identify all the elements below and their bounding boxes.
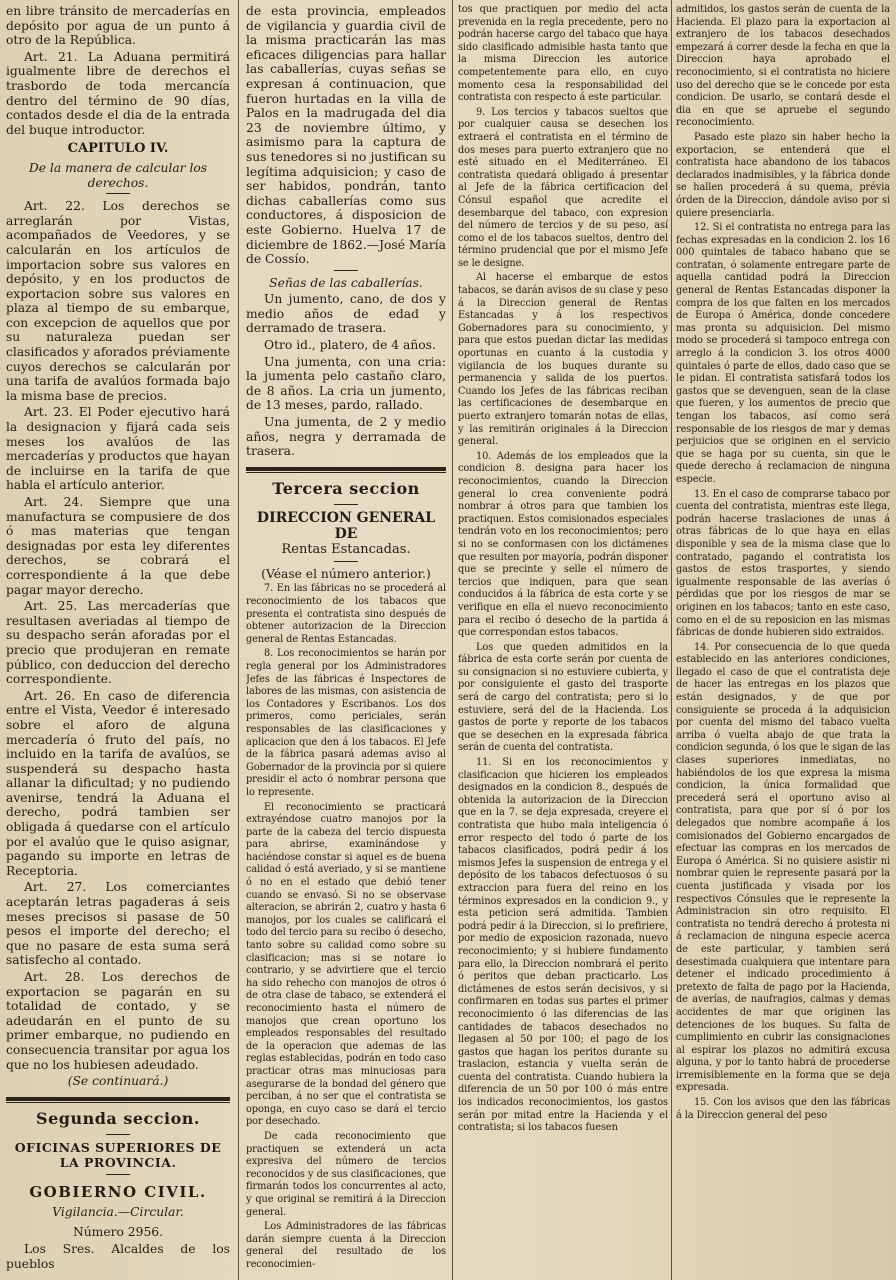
section-rule	[6, 1097, 230, 1101]
article-22: Art. 22. Los derechos se arreglarán por Vistas, acompañados de Veedores, y se calcularán en los artículos de importacion sobre sus valores en depósito, y en los productos de exportacion sobre sus valores en plaza al tiempo de su embarque, con excepcion de aquellos que por su naturaleza puedan ser clasificados y aforados préviamente cuyos derechos se calcularán por una tarifa de avalúos formada bajo la misma base de precios.	[6, 199, 230, 403]
section-rule	[246, 467, 446, 471]
paragraph: Los Administradores de las fábricas darán siempre cuenta á la Direccion general del resultado de los reconocimien-	[246, 1221, 446, 1270]
continued-note: (Se continuará.)	[67, 1074, 169, 1089]
see-previous-note: (Véase el número anterior.)	[261, 566, 431, 581]
paragraph: Los que queden admitidos en la fábrica de esta corte serán por cuenta de su consignacion si no estuviere cubierta, y por consiguiente el gasto del trasporte será de cargo del contratista; pero si lo estuviere, será del de la Hacienda. Los gastos de porte y reporte de los tabacos que se desechen en la expresada fábrica serán de cuenta del contratista.	[458, 641, 668, 754]
direction-heading: DIRECCION GENERAL DE	[256, 509, 436, 542]
sign-item: Un jumento, cano, de dos y medio años de edad y derramado de trasera.	[246, 292, 446, 336]
condition-11: 11. Si en los reconocimientos y clasificacion que hicieren los empleados designados en la condicion 8., después de obtenida la autorizacion de la Direccion que en la 7. se deja expresada, creyere el contratista que hubo mala inteligencia ó error respecto del todo ó parte de los tabacos clasificados, podrá pedir á los mismos Jefes la suspension de entrega y el depósito de los tabacos defectuosos ó su extraccion para fuera del reino en los términos expresados en la condicion 9., y esta peticion será admitida. Tambien podrá pedir á la Direccion, si lo prefiriere, por medio de exposicion razonada, nuevo reconocimiento; y si hubiere fundamento para ello, la Direccion nombrará el perito ó peritos que deban practicarlo. Los dictámenes de estos serán decisivos, y si confirmaren en todas sus partes el primer reconocimiento ó las diferencias de las cantidades de tabacos desechados no llegasen al 50 por 100; el pago de los gastos que hagan los peritos durante su traslacion, estancia y vuelta serán de cuenta del contratista. Cuando hubiera la diferencia de un 50 por 100 ó más entre los indicados reconocimientos, los gastos serán por mitad entre la Hacienda y el contratista; si los tabacos fuesen	[458, 757, 668, 1134]
condition-10: 10. Además de los empleados que la condicion 8. designa para hacer los reconocimientos, cuando la Direccion general lo crea conveniente podrá nombrar á otros para que tambien los practiquen. Estos comisionados especiales tendrán voto en los reconocimientos; pero si no se conformasen con los dictámenes que resulten por mayoría, podrán disponer que se precinte y selle el número de tercios que indiquen, para que sean conducidos á la fábrica de esta corte y se verifique en ella el nuevo reconocimiento para el recibo ó desecho de la partida á que correspondan estos tabacos.	[458, 450, 668, 639]
divider	[106, 1174, 130, 1175]
signs-heading: Señas de las caballerías.	[269, 275, 423, 290]
article-26: Art. 26. En caso de diferencia entre el Vista, Veedor é interesado sobre el aforo de alguna mercadería ó fruto del país, no incluido en la tarifa de avalúos, se suspenderá su despacho hasta allanar la dificultad; y no pudiendo avenirse, tendrá la Aduana el derecho, podrá tambien ser obligada á quedarse con el artículo por el avalúo que le quiso asignar, pagando su importe en letras de Receptoria.	[6, 688, 230, 878]
column-3	[458, 4, 668, 1137]
section-rule	[6, 1102, 230, 1103]
condition-9: 9. Los tercios y tabacos sueltos que por cualquier causa se desechen los extraerá el contratista en el término de dos meses para puerto extranjero que no esté situado en el Mediterráneo. El contratista quedará obligado á presentar al Jefe de la fábrica certificacion del Cónsul español que acredite el desembarque del tabaco, con expresion del número de tercios y de su peso, así como el de los tabacos sueltos, dentro del término prudencial que por el mismo Jefe se le designe.	[458, 106, 668, 269]
condition-14: 14. Por consecuencia de lo que queda establecido en las anteriores condiciones, llegado el caso de que el contratista deje de hacer las entregas en los plazos que están designados, y de que por consiguiente se proceda á la adquisicion por cuenta del mismo del tabaco vuelta arriba ó vuelta abajo de que trata la condicion segunda, ó los que le sigan de las clases superiores inmediatas, no habiéndolos de los que expresa la misma condicion, la única formalidad que precederá será el oportuno aviso al contratista, para que por sí ó por los delegados que nombre acompañe á los comisionados del Gobierno encargados de efectuar las compras en los mercados de Europa ó América. Si no quisiere asistir ni nombrar quien le represente pasará por la cuenta justificada y visada por los respectivos Cónsules que le represente la Administracion sin otro requisito. El contratista no tendrá derecho á protesta ni á reclamacion de ninguna especie acerca de este particular, y tambien será desestimada cualquiera que intentare para detener el indicado procedimiento á pretexto de falta de pago por la Hacienda, de averías, de naufragios, calmas y demas accidentes de mar que originen las detenciones de los buques. Su falta de cumplimiento en cubrir las consignaciones al espirar los plazos no admitirá excusa alguna, y por lo tanto habrá de procederse irremisiblemente en la forma que se deja expresada.	[676, 641, 890, 1094]
direction-subheading: Rentas Estancadas.	[281, 541, 411, 557]
office-heading: OFICINAS SUPERIORES DE LA PROVINCIA.	[14, 1139, 222, 1170]
chapter-heading: CAPITULO IV.	[67, 141, 169, 157]
circular-title: Vigilancia.—Circular.	[52, 1204, 184, 1219]
column-rule	[452, 0, 453, 1280]
divider	[334, 561, 358, 562]
divider	[334, 270, 358, 271]
paragraph: Los Sres. Alcaldes de los pueblos	[6, 1241, 230, 1271]
column-rule	[671, 0, 672, 1280]
circular-number: Número 2956.	[72, 1225, 163, 1240]
column-rule	[238, 0, 239, 1280]
condition-15: 15. Con los avisos que den las fábricas á la Direccion general del peso	[676, 1097, 890, 1121]
condition-12: 12. Si el contratista no entrega para las fechas expresadas en la condicion 2. los 16 000 quintales de tabaco habano que se contratan, ó solamente entregare parte de aquella cantidad podrá la Direccion general de Rentas Estancadas disponer la compra de los que falten en los mercados de Europa ó América, donde concedere mas pronta su adquisicion. Del mismo modo se procederá si tampoco entrega con arreglo á la condicion 3. los otros 4000 quintales ó parte de ellos, dado caso que se le pidan. El contratista satisfará todos los gastos que se devenguen, sean de la clase que fueren, y los aumentos de precio que tengan los tabacos, así como será responsable de los riesgos de mar y demas perjuicios que se originen en el servicio que se haga por su cuenta, sin que le quede derecho á reclamacion de ninguna especie.	[676, 222, 890, 485]
paragraph: El reconocimiento se practicará extrayéndose cuatro manojos por la parte de la cabeza del tercio dispuesta para abrirse, examinándose y haciéndose constar si aquel es de buena calidad ó está averiado, y si se mantiene ó no en el estado que debió tener cuando se envasó. Si no se observase alteracion, se abrirán 2, cuatro y hasta 6 manojos, por los cuales se calificará el todo del tercio para su recibo ó desecho, tanto sobre su calidad como sobre su clasificacion; mas si se notare lo contrario, y se advirtiere que el tercio ha sido rehecho con manojos de otros ó de otra clase de tabaco, se extenderá el reconocimiento hasta el número de manojos que crean oportuno los empleados responsables del resultado de la operacion que ademas de las reglas establecidas, podrán en todo caso practicar otras mas minuciosas para asegurarse de la bondad del género que perciban, á no ser que el contratista se oponga, en cuyo caso se dará el tercio por desechado.	[246, 801, 446, 1128]
article-27: Art. 27. Los comerciantes aceptarán letras pagaderas á seis meses precisos si pasase de 50 pesos el importe del derecho; el que no pasare de esta suma será satisfecho al contado.	[6, 880, 230, 968]
sign-item: Otro id., platero, de 4 años.	[264, 338, 436, 353]
article-23: Art. 23. El Poder ejecutivo hará la designacion y fijará cada seis meses los avalúos de las mercaderías y productos que hayan de incluirse en la tarifa de que habla el artículo anterior.	[6, 405, 230, 493]
column-2	[246, 4, 446, 1273]
column-4	[676, 4, 890, 1124]
divider	[106, 1134, 130, 1135]
paragraph: admitidos, los gastos serán de cuenta de la Hacienda. El plazo para la exportacion al extranjero de los tabacos desechados empezará á correr desde la fecha en que la Direccion haya aprobado el reconocimiento, si el contratista no hiciere uso del derecho que se le concede por esta condicion. De usarlo, se contará desde el dia en que se apruebe el segundo reconocimiento.	[676, 4, 890, 129]
condition-13: 13. En el caso de comprarse tabaco por cuenta del contratista, mientras este llega, podrán hacerse traslaciones de unas á otras fábricas de lo que haya en ellas disponible y sea de la misma clase que lo contratado, pagando el contratista los gastos de estos trasportes, y siendo igualmente responsable de las averías ó pérdidas que por los riesgos de mar se originen en los tabacos; tanto en este caso, como en el de su reposicion en las mismas fábricas de donde hubieren sido extraidos.	[676, 488, 890, 639]
divider	[334, 504, 358, 505]
section-heading: Segunda seccion.	[36, 1108, 200, 1128]
government-heading: GOBIERNO CIVIL.	[29, 1182, 207, 1201]
article-21: Art. 21. La Aduana permitirá igualmente libre de derechos el trasbordo de toda mercancía dentro del término de 90 días, contados desde el dia de la entrada del buque introductor.	[6, 49, 230, 137]
condition-8: 8. Los reconocimientos se harán por regla general por los Administradores Jefes de las fábricas é Inspectores de labores de las mismas, con asistencia de los Contadores y Escribanos. Los dos primeros, como periciales, serán responsables de las clasificaciones y aplicacion que den á los tabacos. El Jefe de la fábrica pasará ademas aviso al Gobernador de la provincia por si quiere presidir el acto ó nombrar persona que lo represente.	[246, 648, 446, 798]
paragraph: en libre tránsito de mercaderías en depósito por agua de un punto á otro de la República.	[6, 4, 230, 48]
section-heading: Tercera seccion	[272, 478, 420, 498]
paragraph: Al hacerse el embarque de estos tabacos, se darán avisos de su clase y peso á la Direccion general de Rentas Estancadas y á los respectivos Gobernadores para su conocimiento, y para que estos puedan dictar las medidas oportunas en cuanto á la custodia y vigilancia de los buques durante su permanencia y salida de los puertos. Cuando los Jefes de las fábricas reciban las certificaciones de desembarque en puerto extranjero tomarán notas de ellas, y las remitirán originales á la Direccion general.	[458, 272, 668, 448]
sign-item: Una jumenta, de 2 y medio años, negra y derramada de trasera.	[246, 415, 446, 459]
sign-item: Una jumenta, con una cria: la jumenta pelo castaño claro, de 8 años. La cria un jumento, de 13 meses, pardo, rallado.	[246, 354, 446, 413]
chapter-subtitle: De la manera de calcular los derechos.	[28, 160, 208, 190]
section-rule	[246, 472, 446, 473]
paragraph: tos que practiquen por medio del acta prevenida en la regla precedente, pero no podrán hacerse cargo del tabaco que haya sido clasificado admisible hasta tanto que la misma Direccion les autorice competentemente para ello, en cuyo momento cesa la responsabilidad del contratista con respecto á este particular.	[458, 4, 668, 104]
paragraph: de esta provincia, empleados de vigilancia y guardia civil de la misma practicarán las mas eficaces diligencias para hallar las caballerías, cuyas señas se expresan á continuacion, que fueron hurtadas en la villa de Palos en la madrugada del dia 23 de noviembre último, y asimismo para la captura de sus tenedores si no justifican su legítima adquisicion; y caso de ser habidos, pondrán, tanto dichas caballerías como sus conductores, á disposicion de este Gobierno. Huelva 17 de diciembre de 1862.—José María de Cossío.	[246, 4, 446, 267]
column-1	[6, 4, 230, 1273]
paragraph: De cada reconocimiento que practiquen se extenderá un acta expresiva del número de tercios reconocidos y de sus clasificaciones, que firmarán todos los concurrentes al acto, y que original se remitirá á la Direccion general.	[246, 1130, 446, 1218]
divider	[106, 193, 130, 194]
condition-7: 7. En las fábricas no se procederá al reconocimiento de los tabacos que presenta el contratista sino después de obtener autorizacion de la Direccion general de Rentas Estancadas.	[246, 583, 446, 645]
article-25: Art. 25. Las mercaderías que resultasen averiadas al tiempo de su despacho serán aforadas por el precio que produjeran en remate público, con deduccion del derecho correspondiente.	[6, 599, 230, 687]
paragraph: Pasado este plazo sin haber hecho la exportacion, se entenderá que el contratista hace abandono de los tabacos declarados inadmisibles, y la fábrica donde se hallen procederá á su quema, prévia órden de la Direccion, dándole aviso por si quiere presenciarla.	[676, 131, 890, 219]
article-28: Art. 28. Los derechos de exportacion se pagarán en su totalidad de contado, y se adeudarán en el punto de su primer embarque, no pudiendo en consecuencia transitar por agua los que no los hubiesen adeudado.	[6, 970, 230, 1072]
article-24: Art. 24. Siempre que una manufactura se compusiere de dos ó mas materias que tengan designadas por esta ley diferentes derechos, se cobrará el correspondiente á la que debe pagar mayor derecho.	[6, 495, 230, 597]
